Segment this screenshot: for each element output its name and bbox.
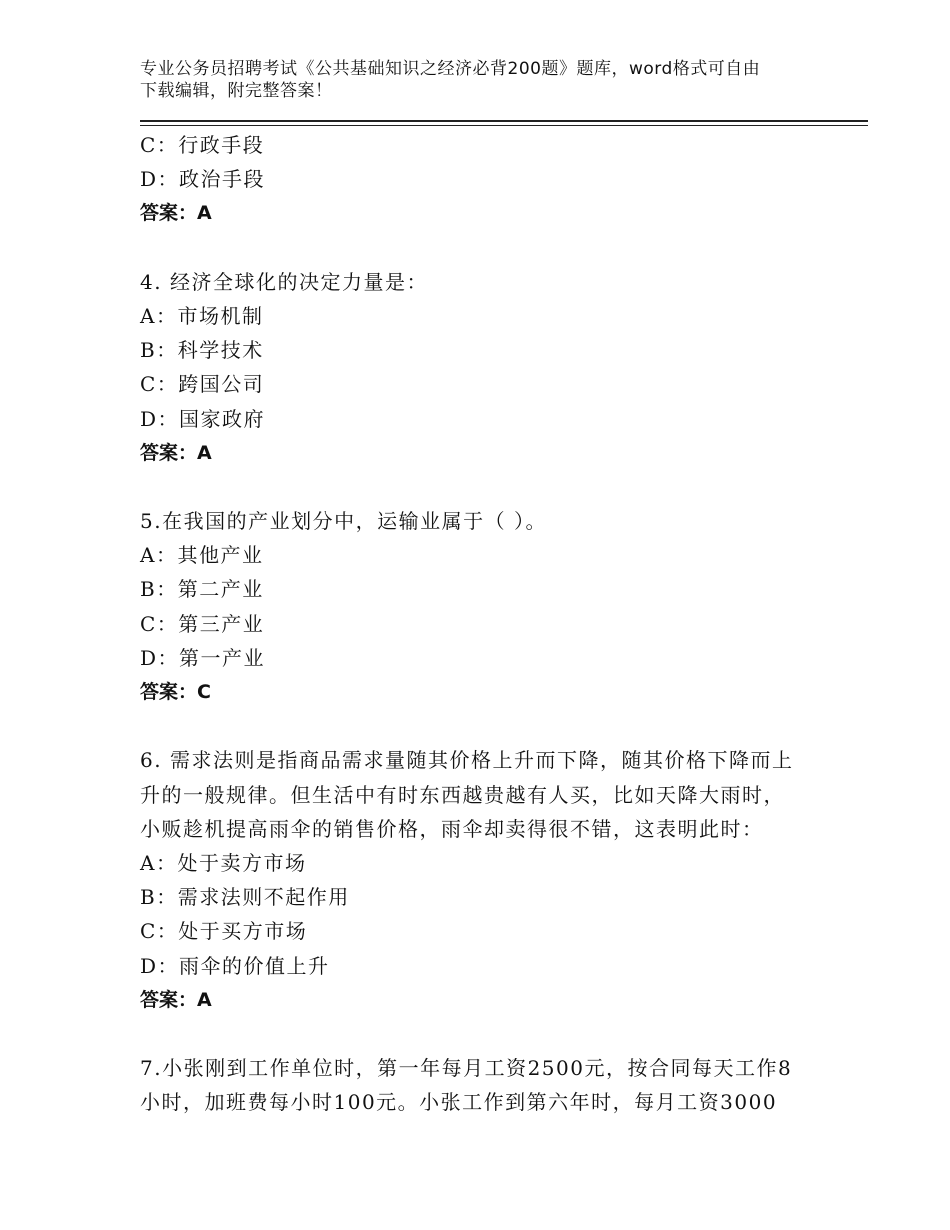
q5-question: 5.在我国的产业划分中，运输业属于（ ）。: [140, 509, 547, 534]
q7-question-line-1: 7.小张刚到工作单位时，第一年每月工资2500元，按合同每天工作8: [140, 1056, 793, 1081]
q4-option-a: A：市场机制: [140, 303, 264, 328]
q4-option-b: B：科学技术: [140, 338, 264, 363]
question-list: [140, 128, 820, 1119]
q4-question: 4. 经济全球化的决定力量是：: [140, 269, 428, 294]
header-rule-thin: [140, 125, 868, 126]
q5-option-d: D：第一产业: [140, 645, 266, 670]
q3-option-d: D：政治手段: [140, 167, 266, 192]
q4-option-d: D：国家政府: [140, 406, 266, 431]
q5-option-b: B：第二产业: [140, 577, 264, 602]
spacer: [140, 470, 820, 504]
q4-option-c: C：跨国公司: [140, 372, 265, 397]
spacer: [140, 231, 820, 265]
page-header: [140, 58, 810, 102]
q3-option-c: C：行政手段: [140, 133, 265, 157]
header-line-2: 下载编辑，附完整答案！: [140, 81, 333, 101]
header-line-1: 专业公务员招聘考试《公共基础知识之经济必背200题》题库，word格式可自由: [140, 59, 761, 79]
q6-option-d: D：雨伞的价值上升: [140, 953, 330, 978]
q6-question-line-1: 6. 需求法则是指商品需求量随其价格上升而下降，随其价格下降而上: [140, 748, 794, 773]
header-rule-thick: [140, 120, 868, 122]
spacer: [140, 1017, 820, 1051]
q6-option-c: C：处于买方市场: [140, 919, 308, 944]
q6-option-a: A：处于卖方市场: [140, 850, 307, 875]
q6-question-line-3: 小贩趁机提高雨伞的销售价格，雨伞却卖得很不错，这表明此时：: [140, 816, 764, 841]
q7-question-line-2: 小时，加班费每小时100元。小张工作到第六年时，每月工资3000: [140, 1090, 778, 1115]
q6-question-line-2: 升的一般规律。但生活中有时东西越贵越有人买，比如天降大雨时，: [140, 782, 785, 807]
q5-option-c: C：第三产业: [140, 611, 265, 636]
q3-answer: 答案：A: [140, 202, 212, 225]
q6-answer: 答案：A: [140, 988, 212, 1011]
q4-answer: 答案：A: [140, 441, 212, 464]
spacer: [140, 709, 820, 743]
q5-option-a: A：其他产业: [140, 543, 264, 568]
q6-option-b: B：需求法则不起作用: [140, 885, 350, 910]
q5-answer: 答案：C: [140, 681, 211, 703]
